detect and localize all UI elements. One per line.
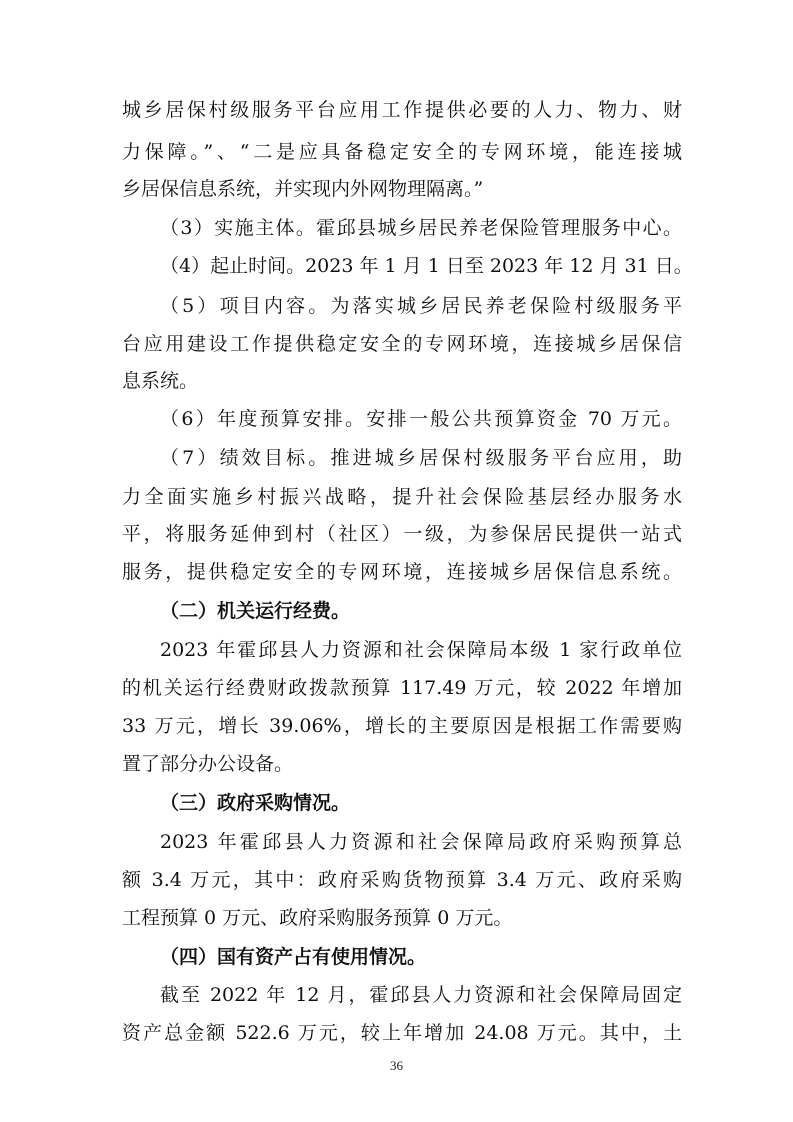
body-text-line: 截至 2022 年 12 月，霍邱县人力资源和社会保障局固定 [160, 984, 682, 1006]
body-text-line: 2023 年霍邱县人力资源和社会保障局政府采购预算总 [160, 831, 682, 853]
body-text-line: 额 3.4 万元，其中：政府采购货物预算 3.4 万元、政府采购 [122, 869, 682, 891]
body-text-line: （5）项目内容。为落实城乡居民养老保险村级服务平 [160, 295, 682, 317]
body-text-line: 服务，提供稳定安全的专网环境，连接城乡居保信息系统。 [122, 561, 682, 583]
body-text-line: （4）起止时间。2023 年 1 月 1 日至 2023 年 12 月 31 日。 [160, 255, 693, 277]
body-text-line: 工程预算 0 万元、政府采购服务预算 0 万元。 [122, 907, 513, 929]
body-text-line: 力保障。”、“二是应具备稳定安全的专网环境，能连接城 [122, 141, 682, 163]
body-text-line: 力全面实施乡村振兴战略，提升社会保险基层经办服务水 [122, 486, 682, 508]
body-text-line: 的机关运行经费财政拨款预算 117.49 万元，较 2022 年增加 [122, 677, 682, 699]
section-heading: （四）国有资产占有使用情况。 [160, 946, 427, 968]
body-text-line: 城乡居保村级服务平台应用工作提供必要的人力、物力、财 [122, 99, 682, 121]
body-text-line: 乡居保信息系统，并实现内外网物理隔离。” [122, 178, 484, 200]
body-text-line: 息系统。 [122, 370, 199, 392]
body-text-line: 2023 年霍邱县人力资源和社会保障局本级 1 家行政单位 [160, 639, 682, 661]
body-text-line: 台应用建设工作提供稳定安全的专网环境，连接城乡居保信 [122, 333, 682, 355]
body-text-line: （7）绩效目标。推进城乡居保村级服务平台应用，助 [160, 447, 682, 469]
body-text-line: （6）年度预算安排。安排一般公共预算资金 70 万元。 [160, 408, 682, 430]
body-text-line: 资产总金额 522.6 万元，较上年增加 24.08 万元。其中，土 [122, 1022, 682, 1044]
body-text-line: 33 万元，增长 39.06%，增长的主要原因是根据工作需要购 [122, 715, 682, 737]
section-heading: （二）机关运行经费。 [160, 600, 351, 622]
body-text-line: 平，将服务延伸到村（社区）一级，为参保居民提供一站式 [122, 523, 682, 545]
body-text-line: 置了部分办公设备。 [122, 753, 294, 775]
page-number: 36 [390, 1058, 403, 1073]
body-text-line: （3）实施主体。霍邱县城乡居民养老保险管理服务中心。 [160, 217, 682, 239]
section-heading: （三）政府采购情况。 [160, 792, 351, 814]
